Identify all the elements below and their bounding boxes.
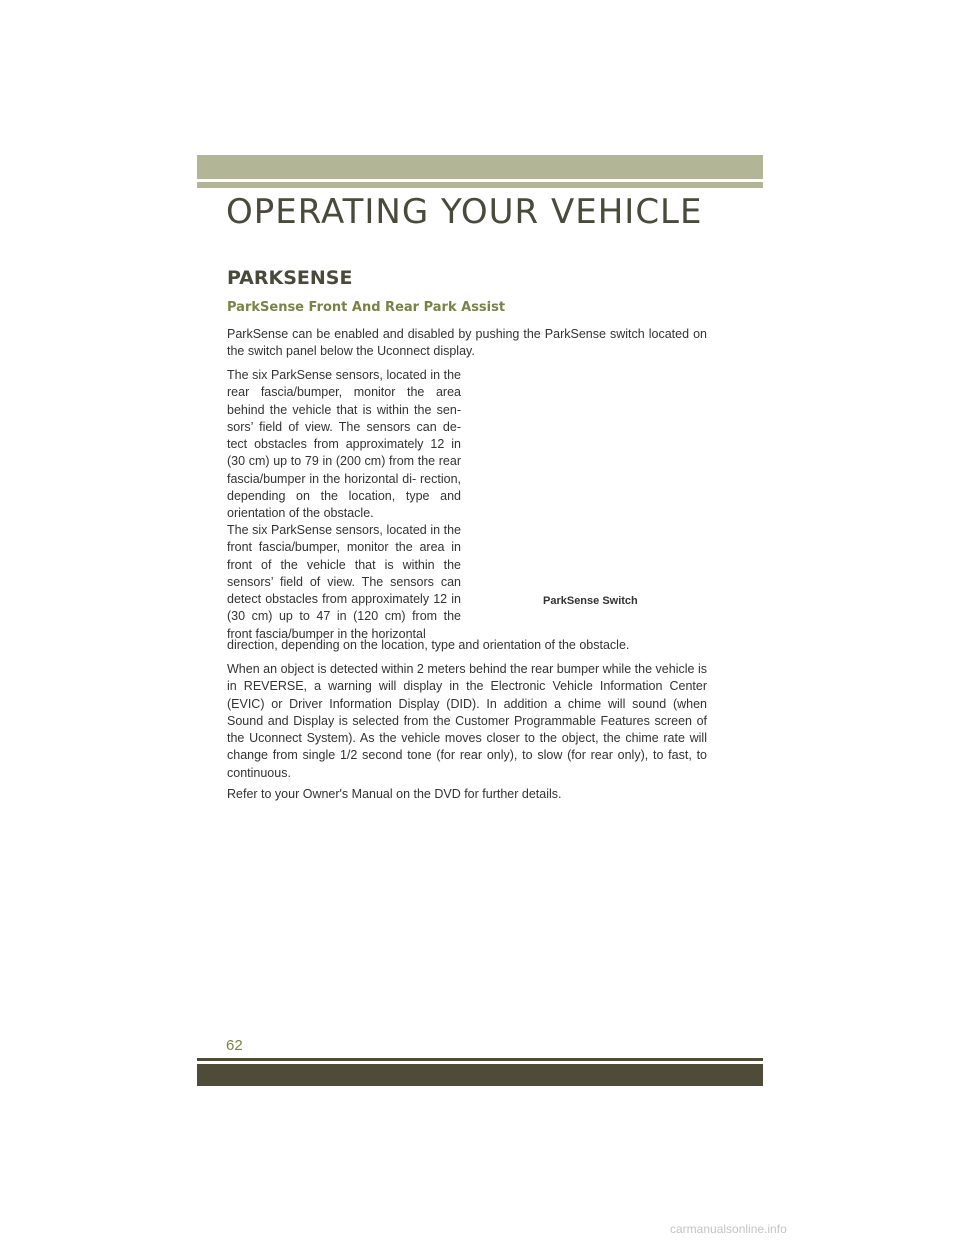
figure-caption: ParkSense Switch	[543, 595, 638, 607]
page-number: 62	[226, 1037, 243, 1054]
sub-heading: ParkSense Front And Rear Park Assist	[227, 300, 506, 315]
watermark-text: carmanualsonline.info	[670, 1222, 787, 1236]
paragraph-front-sensors: The six ParkSense sensors, located in the front fascia/bumper, monitor the area in front of the vehicle that is within the sensors’ field of view. The sensors can detect obstacles from approximately 12 in (30 cm) up to 47 in (120 cm) from the front fascia/bumper in the horizontal	[227, 523, 461, 641]
main-heading: PARKSENSE	[227, 267, 353, 289]
paragraph-intro: ParkSense can be enabled and disabled by pushing the ParkSense switch located on the switch panel below the Uconnect display.	[227, 327, 707, 359]
parksense-switch-figure	[483, 367, 703, 587]
footer-band	[197, 1064, 763, 1086]
paragraph-refer-manual: Refer to your Owner's Manual on the DVD for further details.	[227, 787, 562, 801]
paragraph-warning-chime: When an object is detected within 2 meters behind the rear bumper while the vehicle is in REVERSE, a warning will display in the Electronic Vehicle Information Center (EVIC) or Driver Information Display (DID). In addition a chime will sound (when Sound and Display is selected from the Customer Programmable Features screen of the Uconnect System). As the vehicle moves closer to the object, the chime rate will change from single 1/2 second tone (for rear only), to slow (for rear only), to fast, to continuous.	[227, 662, 707, 780]
footer-divider	[197, 1058, 763, 1061]
paragraph-rear-sensors: The six ParkSense sensors, located in the rear fascia/bumper, monitor the area behind the vehicle that is within the sen- sors’ field of view. The sensors can de- tect obstacles from approximately 12 in (30 cm) up to 79 in (200 cm) from the rear fascia/bumper in the horizontal di- rection, depending on the location, type and orientation of the obstacle.	[227, 368, 461, 521]
header-band	[197, 155, 763, 179]
section-title: OPERATING YOUR VEHICLE	[226, 192, 703, 232]
paragraph-front-sensors-continued: direction, depending on the location, type and orientation of the obstacle.	[227, 638, 630, 652]
header-divider	[197, 182, 763, 188]
